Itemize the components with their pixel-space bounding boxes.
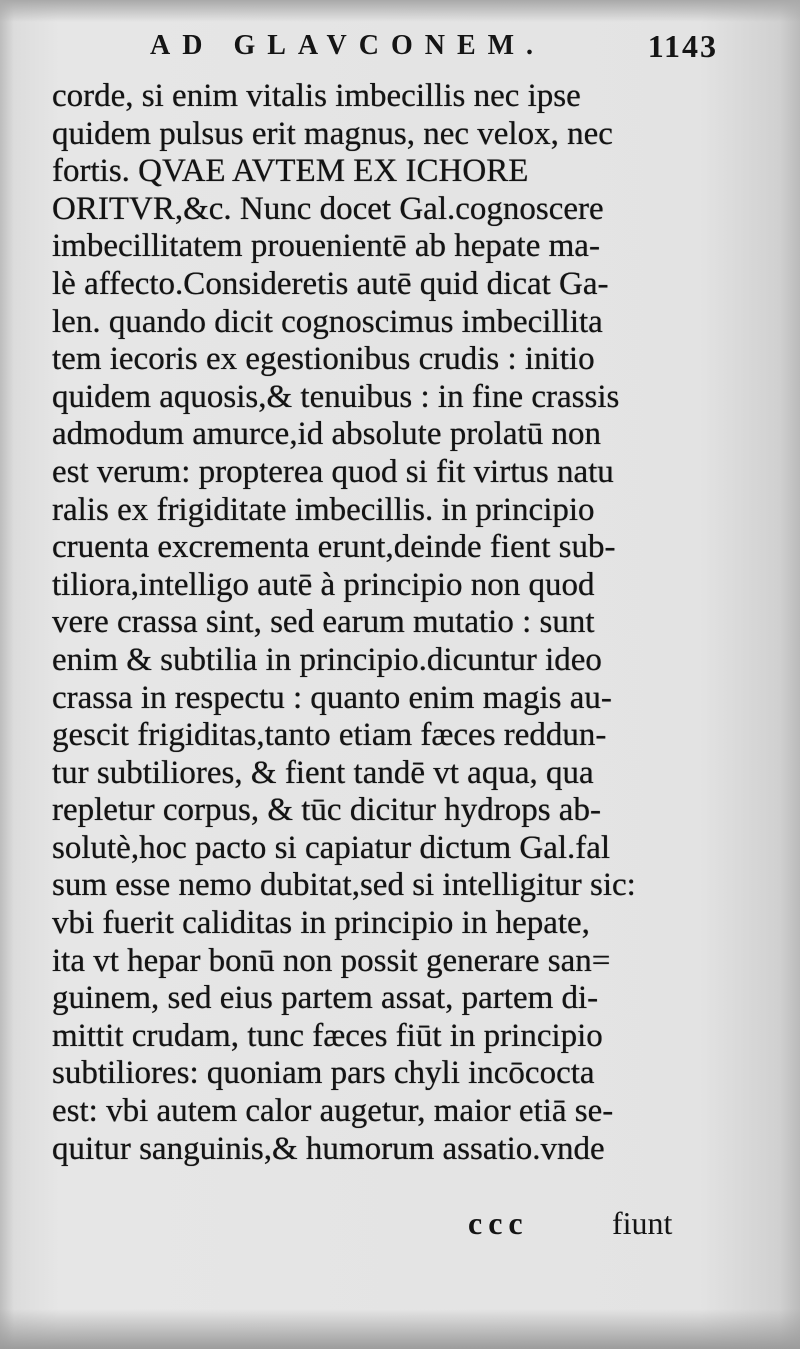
text-line: gescit frigiditas,tanto etiam fæces reddun- (52, 717, 607, 754)
text-line: vere crassa sint, sed earum mutatio : sunt (52, 604, 595, 641)
text-line: est: vbi autem calor augetur, maior etiā se- (52, 1093, 614, 1130)
text-line: quitur sanguinis,& humorum assatio.vnde (52, 1130, 605, 1167)
text-line: subtiliores: quoniam pars chyli incōcocta (52, 1055, 595, 1092)
text-line: corde, si enim vitalis imbecillis nec ipse (52, 78, 581, 114)
text-line: len. quando dicit cognoscimus imbecillita (52, 303, 603, 340)
text-line: ita vt hepar bonū non possit generare san= (52, 942, 611, 979)
text-line: crassa in respectu : quanto enim magis au- (52, 679, 612, 716)
text-line: ORITVR,&c. Nunc docet Gal.cognoscere (52, 190, 604, 227)
text-line: enim & subtilia in principio.dicuntur ideo (52, 641, 602, 678)
text-line: lè affecto.Consideretis autē quid dicat Ga- (52, 265, 609, 302)
page-number: 1143 (647, 28, 718, 64)
text-line: cruenta excrementa erunt,deinde fient sub- (52, 529, 616, 566)
text-line: repletur corpus, & tūc dicitur hydrops ab- (52, 792, 601, 829)
text-line: guinem, sed eius partem assat, partem di- (52, 980, 599, 1017)
page-top-shadow (0, 0, 800, 22)
running-head: AD GLAVCONEM. (150, 30, 546, 61)
text-line: solutè,hoc pacto si capiatur dictum Gal.fal (52, 829, 611, 866)
body-text (52, 78, 692, 1168)
text-line: quidem aquosis,& tenuibus : in fine crassis (52, 378, 620, 415)
text-line: est verum: propterea quod si fit virtus natu (52, 453, 614, 490)
text-line: fortis. QVAE AVTEM EX ICHORE (52, 153, 529, 190)
catchword: fiunt (612, 1205, 673, 1241)
text-line: imbecillitatem prouenientē ab hepate ma- (52, 228, 600, 265)
page-bottom-shadow (0, 1309, 800, 1349)
text-line: quidem pulsus erit magnus, nec velox, nec (52, 115, 613, 152)
text-line: sum esse nemo dubitat,sed si intelligitur sic: (52, 867, 636, 904)
text-line: admodum amurce,id absolute prolatū non (52, 416, 601, 453)
text-line: vbi fuerit caliditas in principio in hepate, (52, 905, 590, 942)
text-line: tem iecoris ex egestionibus crudis : initio (52, 341, 595, 378)
text-line: tiliora,intelligo autē à principio non quod (52, 566, 595, 603)
text-line: ralis ex frigiditate imbecillis. in principio (52, 491, 595, 528)
signature-mark: ccc (468, 1205, 529, 1241)
text-line: mittit crudam, tunc fæces fiūt in principio (52, 1017, 603, 1054)
text-line: tur subtiliores, & fient tandē vt aqua, qua (52, 754, 594, 791)
